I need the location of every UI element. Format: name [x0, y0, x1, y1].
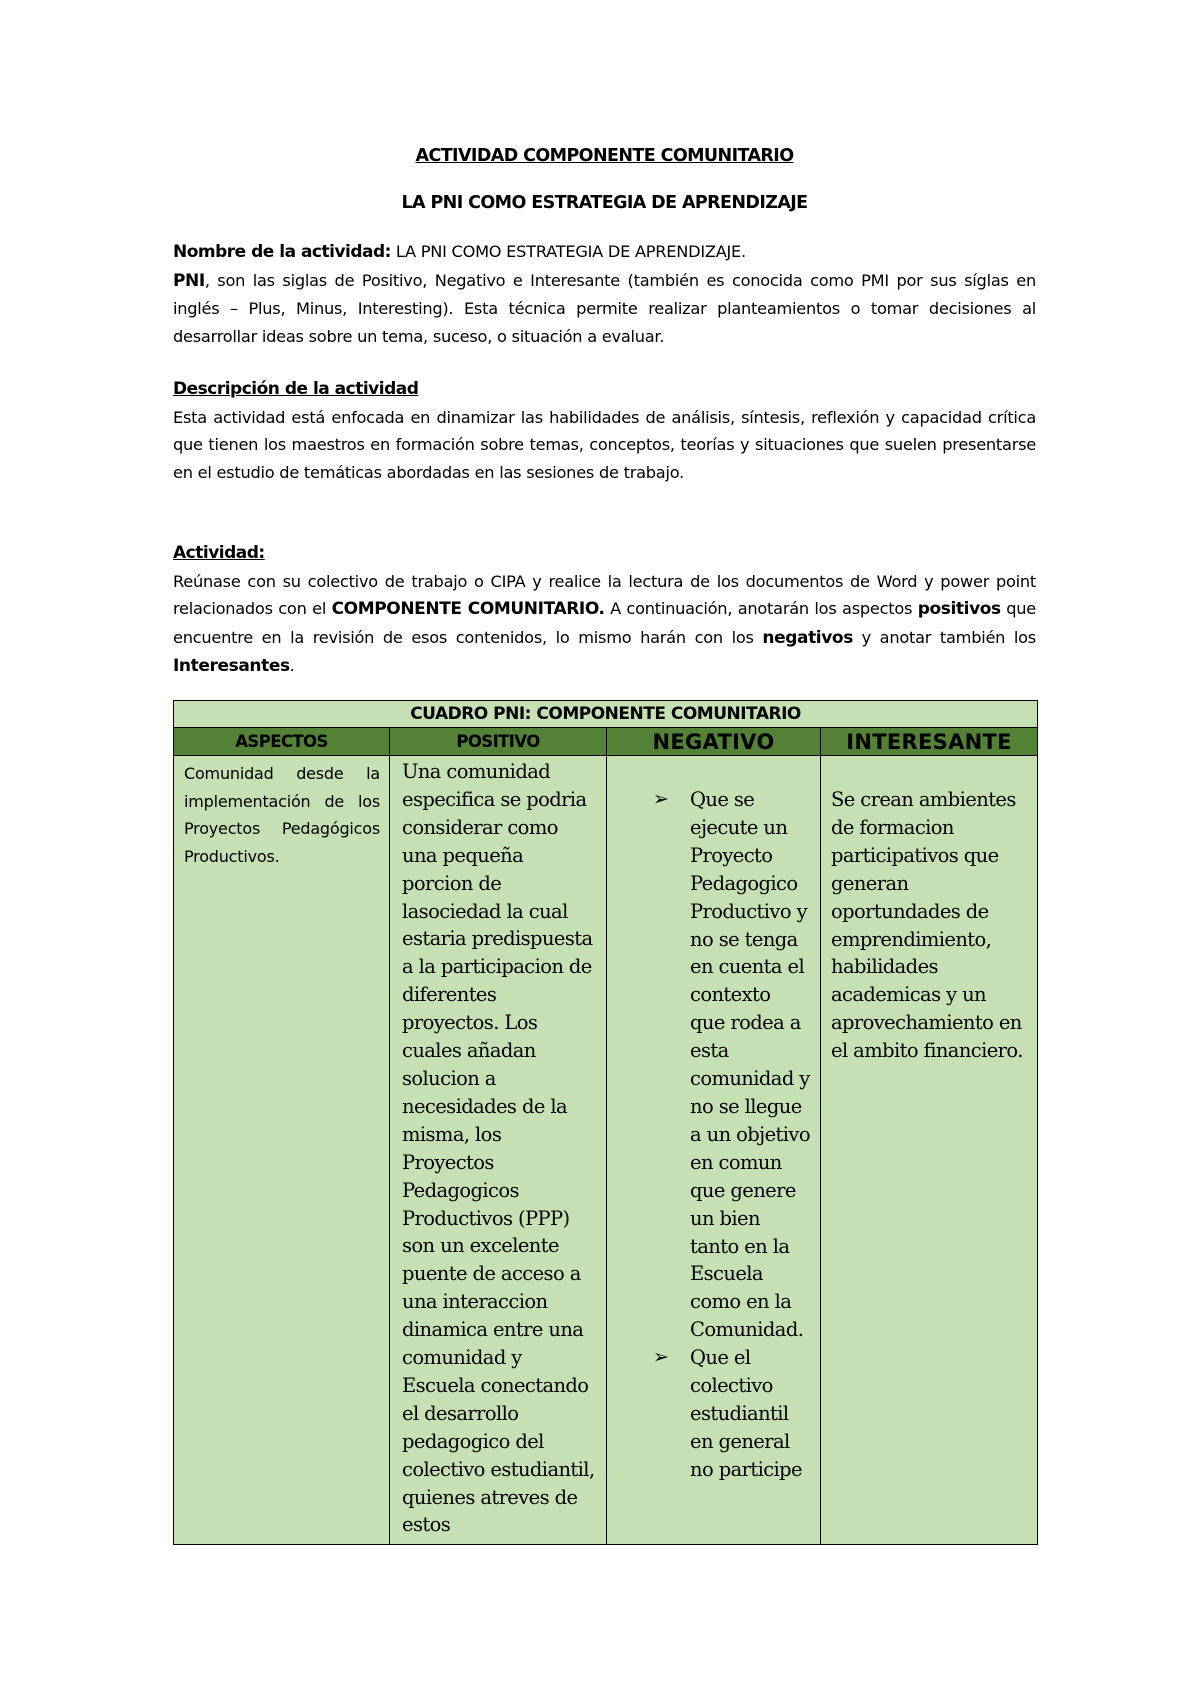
document-title: ACTIVIDAD COMPONENTE COMUNITARIO — [415, 146, 794, 166]
negative-list-wrap — [607, 786, 814, 1538]
cell-interesting — [821, 756, 1038, 1545]
positive-text: Una comunidad especifica se podria considerar como una pequeña porcion de lasociedad la cual estaria predispuesta a la participacion de diferentes proyectos. Los cuales añadan solucion a necesidades de la misma, los Proyectos Pedagogicos Productivos (PPP) son un excelente puente de acceso a una interaccion dinamica entre una comunidad y Escuela conectando el desarrollo pedagogico del colectivo estudiantil, quienes atreves de estos — [402, 760, 595, 1537]
aspect-text: Comunidad desde la implementación de los Proyectos Pedagógicos Productivos. — [184, 764, 380, 866]
table-row — [174, 756, 1038, 1545]
cell-aspect — [174, 756, 390, 1545]
document-subtitle: LA PNI COMO ESTRATEGIA DE APRENDIZAJE — [401, 193, 808, 213]
activity-bold-4: Interesantes — [173, 656, 290, 676]
pni-table — [173, 700, 1038, 1545]
cell-positive — [390, 756, 607, 1545]
activity-bold-2: positivos — [917, 599, 1001, 619]
header-positivo: POSITIVO — [390, 728, 607, 756]
activity-bold-1: COMPONENTE COMUNITARIO. — [331, 599, 605, 619]
header-interesante: INTERESANTE — [821, 728, 1038, 756]
table-caption-row — [174, 701, 1038, 728]
activity-section — [173, 539, 1036, 681]
header-aspectos: ASPECTOS — [174, 728, 390, 756]
activity-text-2: A continuación, anotarán los aspectos — [604, 599, 918, 618]
activity-label: Actividad: — [173, 543, 265, 563]
activity-text-1: Reúnase con su colectivo de trabajo o CIPA y realice la lectura de los documentos de Word y power point relacionados con el — [173, 571, 1036, 618]
table-header-row — [174, 728, 1038, 756]
pni-definition: , son las siglas de Positivo, Negativo e Interesante (también es conocida como PMI por sus síglas en inglés – Plus, Minus, Interesting). Esta técnica permite realizar planteamientos o tomar decisiones al desarrollar ideas sobre un tema, suceso, o situación a evaluar. — [173, 270, 1036, 346]
negative-item-2: Que el colectivo estudiantil en general no participe — [690, 1346, 802, 1481]
arrow-bullet-icon: ➢ — [653, 1346, 669, 1369]
table-caption: CUADRO PNI: COMPONENTE COMUNITARIO — [174, 701, 1038, 728]
activity-bold-3: negativos — [762, 627, 853, 648]
negative-item-1: Que se ejecute un Proyecto Pedagogico Productivo y no se tenga en cuenta el contexto que rodea a esta comunidad y no se llegue a un objetivo en comun que genere un bien tanto en la Escuela como en la Comunidad. — [690, 788, 810, 1342]
cell-negative — [607, 756, 821, 1545]
activity-name-label: Nombre de la actividad: — [173, 242, 391, 262]
description-section — [173, 375, 1036, 486]
header-negativo: NEGATIVO — [607, 728, 821, 756]
pni-bold: PNI — [173, 270, 205, 291]
list-item — [607, 1344, 810, 1484]
activity-text-5: . — [289, 656, 295, 675]
description-text: Esta actividad está enfocada en dinamizar las habilidades de análisis, síntesis, reflexión y capacidad crítica que tienen los maestros en formación sobre temas, conceptos, teorías y situaciones que suelen presentarse en el estudio de temáticas abordadas en las sesiones de trabajo. — [173, 407, 1036, 482]
activity-name-value: LA PNI COMO ESTRATEGIA DE APRENDIZAJE. — [390, 242, 746, 261]
intro-paragraph — [173, 238, 1036, 350]
activity-text-4: y anotar también los — [852, 627, 1036, 647]
interesting-text: Se crean ambientes de formacion participativos que generan oportundades de emprendimiento, habilidades academicas y un aprovechamiento en el ambito financiero. — [831, 788, 1023, 1063]
activity-text-3: que encuentre en la revisión de esos contenidos, lo mismo harán con los — [173, 599, 1037, 647]
list-item — [607, 786, 810, 1344]
arrow-bullet-icon: ➢ — [653, 788, 669, 810]
negative-list — [607, 786, 814, 1484]
description-label: Descripción de la actividad — [173, 379, 419, 399]
